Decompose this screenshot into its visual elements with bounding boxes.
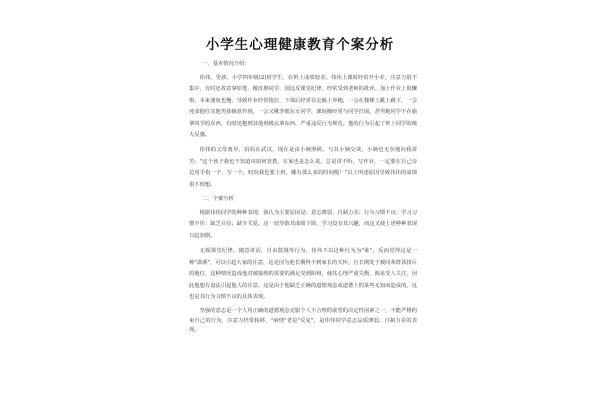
paragraph-analysis-2: 无视课堂纪律，随意讲话，自由散漫等行为，伟伟不以这种行为为"耻"，反而觉得这是一种"潇洒"，可以引起大家的注意，这是因为他长期得不到家长的关怀，且长期处于被同辈群体排斥的地位，这种情况造成他对被接纳的需要的满足受到阻碍，使其心理严重失衡，渴求受人关注，因此他想方设法引起他人的注意。这是由于他缺乏正确的道德观念或道德上的某些无知而造成的，这也是其行为习惯不良的具体表现。 (189, 248, 417, 300)
paragraph-basic-2: 伟伟的父母离异，妈妈在武汉，现在是由小姨照顾，与其小姨交谈，小姨也无奈地向我诉苦："这个孩子我也不知道该如何管教，在家也是怎么说，总是讲不听，写作业，一定要在自己旁边用手指一个，写一个，时况我也要上班，哪有那么多的时间呢！"以上所述原因导致伟伟的成绩很不理想。 (189, 147, 417, 188)
paragraph-analysis-3: 坚强的意志是一个人用正确的道德观念克服个人不合理的欲望的决定性因素之一，不能严格约束自己的行为，注意力经常转移，"病情"老是"反复"，是伟伟同学意志品质薄弱、自制力差的表现。 (189, 308, 417, 334)
paragraph-analysis-1: 根据伟伟同学的种种表现，我认为主要原因是：意志薄弱、自制力差；行为习惯不良；学习习惯不佳；缺乏目信；缺少关爱。这一切导致其成绩下降，学习没有其兴趣，而这又使上述种种表现日趋加剧。 (189, 210, 417, 239)
document-title: 小学生心理健康教育个案分析 (205, 37, 395, 53)
document-body (189, 60, 417, 340)
section-heading-analysis: 二、个案分析 (202, 196, 234, 203)
section-heading-basic: 一、基本情况介绍： (202, 61, 250, 67)
paragraph-basic-1: 伟伟，男孩，小学四年级(2)班学生，在班上成绩较差。伟伟上课时经常开小差，注意力很不集中，有时还故意拿铅笔、橡皮擦同学，国这反课堂纪律，经常受到老师的批评。加上作业上很懒惰，本来速度也慢，导致作业经常拖拉，下课后经常在走廊上奔跑，一会在楼梯上跳上跳下，一会死命抱住其他男孩摘惹作剧，一会又揪李眼东女同学，课间操经常与同学打闹，甚至跑同学不在偷拿同学的东西，有时还抱到其他班级玄拿东西，严重违反行为规范。他的行为引起了班上同学的极大反感。 (189, 75, 417, 139)
